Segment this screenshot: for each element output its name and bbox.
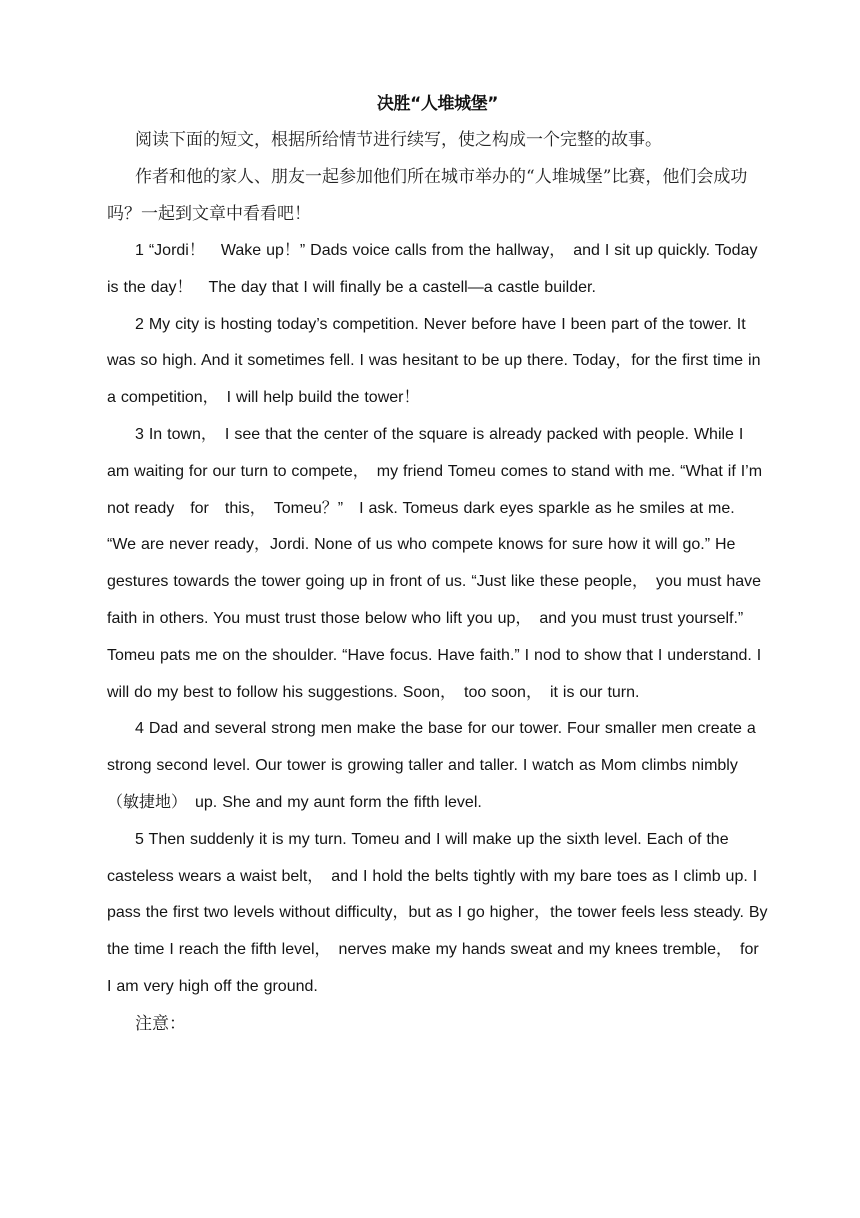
story-paragraph-1: 1 “Jordi！ Wake up！” Dads voice calls from the hallway， and I sit up quickly. Today is the day！ The day that I will finally be a castell—a castle builder. — [107, 242, 758, 296]
instruction-text: 阅读下面的短文，根据所给情节进行续写，使之构成一个完整的故事。 — [135, 130, 662, 150]
story-paragraph-2: 2 My city is hosting today’s competition. Never before have I been part of the tower. It was so high. And it sometimes fell. I was hesitant to be up there. Today，for the first time in a competition， I will help build the tower！ — [107, 315, 761, 407]
story-paragraph-5: 5 Then suddenly it is my turn. Tomeu and I will make up the sixth level. Each of the casteless wears a waist belt， and I hold the belts tightly with my bare toes as I climb up. I pass the first two levels without difficulty，but as I go higher，the tower feels less steady. By the time I reach the fifth level， nerves make my hands sweat and my knees tremble， for I am very high off the ground. — [107, 830, 768, 995]
document-title: 决胜“人堆城堡” — [376, 94, 499, 114]
story-paragraph-3: 3 In town， I see that the center of the square is already packed with people. While I am waiting for our turn to compete， my friend Tomeu comes to stand with me. “What if I’m not ready for this， Tomeu？” I ask. Tomeus dark eyes sparkle as he smiles at me. “We are never ready，Jordi. None of us who compete knows for sure how it will go.” He gestures towards the tower going up in front of us. “Just like these people， you must have faith in others. You must trust those below who lift you up， and you must trust yourself.” Tomeu pats me on the shoulder. “Have focus. Have faith.” I nod to show that I understand. I will do my best to follow his suggestions. Soon， too soon， it is our turn. — [107, 425, 763, 701]
story-paragraph-4: 4 Dad and several strong men make the base for our tower. Four smaller men create a strong second level. Our tower is growing taller and taller. I watch as Mom climbs nimbly （敏捷地） up. She and my aunt form the fifth level. — [107, 720, 756, 811]
summary-text: 作者和他的家人、朋友一起参加他们所在城市举办的“人堆城堡”比赛，他们会成功吗？一起到文章中看看吧！ — [107, 167, 748, 224]
note-label: 注意： — [135, 1013, 186, 1034]
